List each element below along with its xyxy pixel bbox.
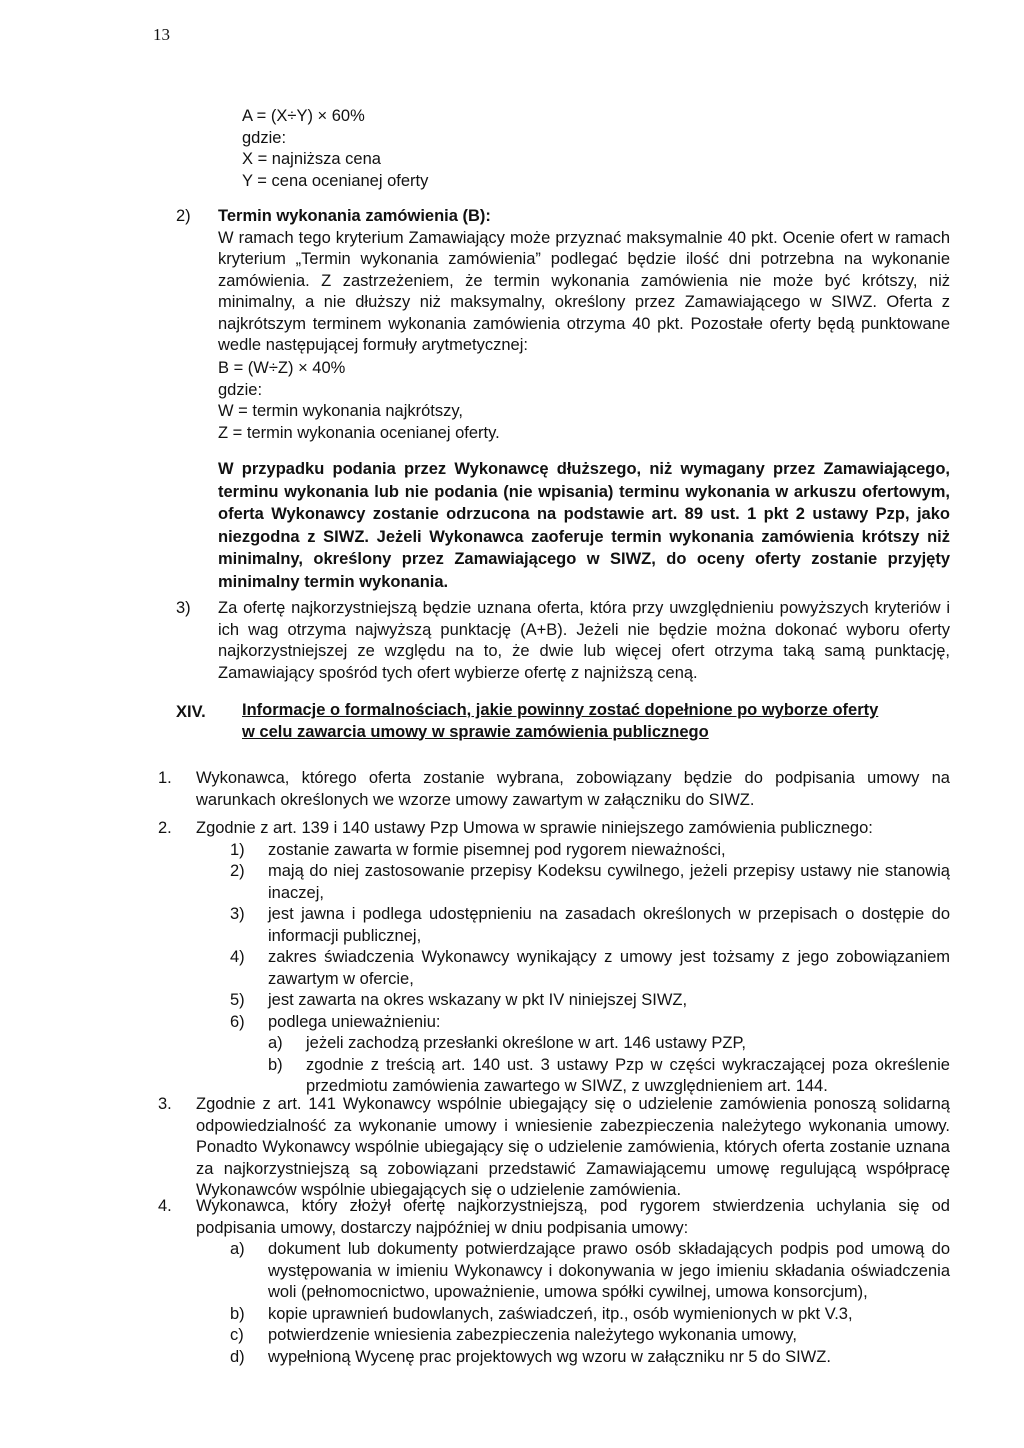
formula-line: B = (W÷Z) × 40% xyxy=(218,359,346,377)
warning-paragraph: W przypadku podania przez Wykonawcę dłuższego, niż wymagany przez Zamawiającego, terminu wykonania lub nie podania (nie wpisania) terminu wykonania w arkuszu ofertowym, oferta Wykonawcy zostanie odrzucona na podstawie art. 89 ust. 1 pkt 2 ustawy Pzp, jako niezgodna z SIWZ. Jeżeli Wykonawca zaoferuje termin wykonania zamówienia krótszy niż minimalny, określony przez Zamawiającego w SIWZ, do oceny oferty zostanie przyjęty minimalny termin wykonania. xyxy=(218,460,950,591)
point-2 xyxy=(158,818,950,1098)
item-3 xyxy=(176,598,950,684)
point-text: Wykonawca, który złożył ofertę najkorzystniejszą, pod rygorem stwierdzenia uchylania się od podpisania umowy, dostarczy najpóźniej w dniu podpisania umowy: xyxy=(196,1197,950,1237)
formula-line: A = (X÷Y) × 60% xyxy=(242,107,365,125)
subitem-text: zostanie zawarta w formie pisemnej pod rygorem nieważności, xyxy=(268,840,726,859)
section-title-line: w celu zawarcia umowy w sprawie zamówienia publicznego xyxy=(242,722,709,741)
formula-line: X = najniższa cena xyxy=(242,150,381,168)
formula-line: Z = termin wykonania ocenianej oferty. xyxy=(218,423,500,442)
subitem-number: b) xyxy=(230,1304,245,1323)
subitem-number: 5) xyxy=(230,991,245,1009)
criterion-b xyxy=(176,206,950,357)
point-number: 3. xyxy=(158,1095,172,1113)
subitem-text: jest zawarta na okres wskazany w pkt IV niniejszej SIWZ, xyxy=(268,991,688,1009)
page-number: 13 xyxy=(153,25,170,44)
formula-line: W = termin wykonania najkrótszy, xyxy=(218,402,463,420)
point-4 xyxy=(158,1196,950,1368)
formula-line: gdzie: xyxy=(218,380,263,399)
item-number: 2) xyxy=(176,207,191,225)
subitem-number: 6) xyxy=(230,1012,245,1031)
point-number: 4. xyxy=(158,1197,172,1215)
subitem-text: zakres świadczenia Wykonawcy wynikający z umowy jest tożsamy z jego zobowiązaniem zawartym w ofercie, xyxy=(268,948,950,988)
formula-line: gdzie: xyxy=(242,128,287,147)
subitem-number: 1) xyxy=(230,840,245,859)
subitem-text: mają do niej zastosowanie przepisy Kodeksu cywilnego, jeżeli przepisy ustawy nie stanowią inaczej, xyxy=(268,862,950,902)
section-number: XIV. xyxy=(176,703,206,721)
formula-line: Y = cena ocenianej oferty xyxy=(242,171,429,190)
subsub-number: b) xyxy=(268,1055,283,1074)
subitem-number: a) xyxy=(230,1240,245,1258)
subitem-text: podlega unieważnieniu: xyxy=(268,1012,441,1031)
subsub-text: jeżeli zachodzą przesłanki określone w art. 146 ustawy PZP, xyxy=(306,1034,746,1052)
point-text: Wykonawca, którego oferta zostanie wybrana, zobowiązany będzie do podpisania umowy na warunkach określonych we wzorze umowy zawartym w załączniku do SIWZ. xyxy=(196,769,950,809)
point-1 xyxy=(158,768,950,811)
item-number: 3) xyxy=(176,599,191,617)
criterion-title: Termin wykonania zamówienia (B): xyxy=(218,207,491,225)
point-text: Zgodnie z art. 141 Wykonawcy wspólnie ubiegający się o udzielenie zamówienia ponoszą solidarną odpowiedzialność za wykonanie umowy i wniesienie zabezpieczenia należytego wykonania umowy. Ponadto Wykonawcy wspólnie ubiegający się o udzielenie zamówienia, których oferta zostanie uznana za najkorzystniejszą są zobowiązani przedstawić Zamawiającemu umowę regulującą współpracę Wykonawców wspólnie ubiegających się o udzielenie zamówienia. xyxy=(196,1095,950,1199)
subitem-text: dokument lub dokumenty potwierdzające prawo osób składających podpis pod umową do występowania w imieniu Wykonawcy i dokonywania w jego imieniu składania oświadczenia woli (pełnomocnictwo, upoważnienie, umowa spółki cywilnej, umowa konsorcjum), xyxy=(268,1240,950,1301)
point-3 xyxy=(158,1094,950,1202)
point-text: Zgodnie z art. 139 i 140 ustawy Pzp Umowa w sprawie niniejszego zamówienia publicznego: xyxy=(196,819,873,837)
subitem-text: wypełnioną Wycenę prac projektowych wg wzoru w załączniku nr 5 do SIWZ. xyxy=(268,1347,831,1366)
formula-b xyxy=(218,358,500,444)
subitem-text: kopie uprawnień budowlanych, zaświadczeń, itp., osób wymienionych w pkt V.3, xyxy=(268,1304,853,1323)
formula-a xyxy=(242,106,428,192)
point-number: 2. xyxy=(158,819,172,837)
subitem-number: 3) xyxy=(230,905,245,923)
criterion-body: W ramach tego kryterium Zamawiający może przyznać maksymalnie 40 pkt. Ocenie ofert w ramach kryterium „Termin wykonania zamówienia” podlegać będzie ilość dni potrzebna na wykonanie zamówienia. Z zastrzeżeniem, że termin wykonania zamówienia nie może być krótszy, niż minimalny, a nie dłuższy niż maksymalny, określony przez Zamawiającego w SIWZ. Oferta z najkrótszym terminem wykonania zamówienia otrzyma 40 pkt. Pozostałe oferty będą punktowane wedle następującej formuły arytmetycznej: xyxy=(218,228,950,354)
section-title-line: Informacje o formalnościach, jakie powinny zostać dopełnione po wyborze oferty xyxy=(242,701,879,719)
item-3-text: Za ofertę najkorzystniejszą będzie uznana oferta, która przy uwzględnieniu powyższych kryteriów i ich wag otrzyma najwyższą punktację (A+B). Jeżeli nie będzie można dokonać wyboru oferty najkorzystniejszej ze względu na to, że dwie lub więcej ofert otrzyma taką samą punktację, Zamawiający spośród tych ofert wybierze ofertę z najniższą ceną. xyxy=(218,599,950,682)
subitem-text: jest jawna i podlega udostępnieniu na zasadach określonych w przepisach o dostępie do informacji publicznej, xyxy=(268,905,950,945)
subitem-number: d) xyxy=(230,1347,245,1366)
subitem-number: c) xyxy=(230,1326,244,1344)
subitem-number: 2) xyxy=(230,862,245,880)
subsub-number: a) xyxy=(268,1034,283,1052)
section-xiv-heading xyxy=(176,700,950,743)
subitem-number: 4) xyxy=(230,948,245,966)
subitem-text: potwierdzenie wniesienia zabezpieczenia należytego wykonania umowy, xyxy=(268,1326,797,1344)
subsub-text: zgodnie z treścią art. 140 ust. 3 ustawy Pzp w części wykraczającej poza określenie przedmiotu zamówienia zawartego w SIWZ, z uwzględnieniem art. 144. xyxy=(306,1055,950,1095)
point-number: 1. xyxy=(158,769,172,787)
